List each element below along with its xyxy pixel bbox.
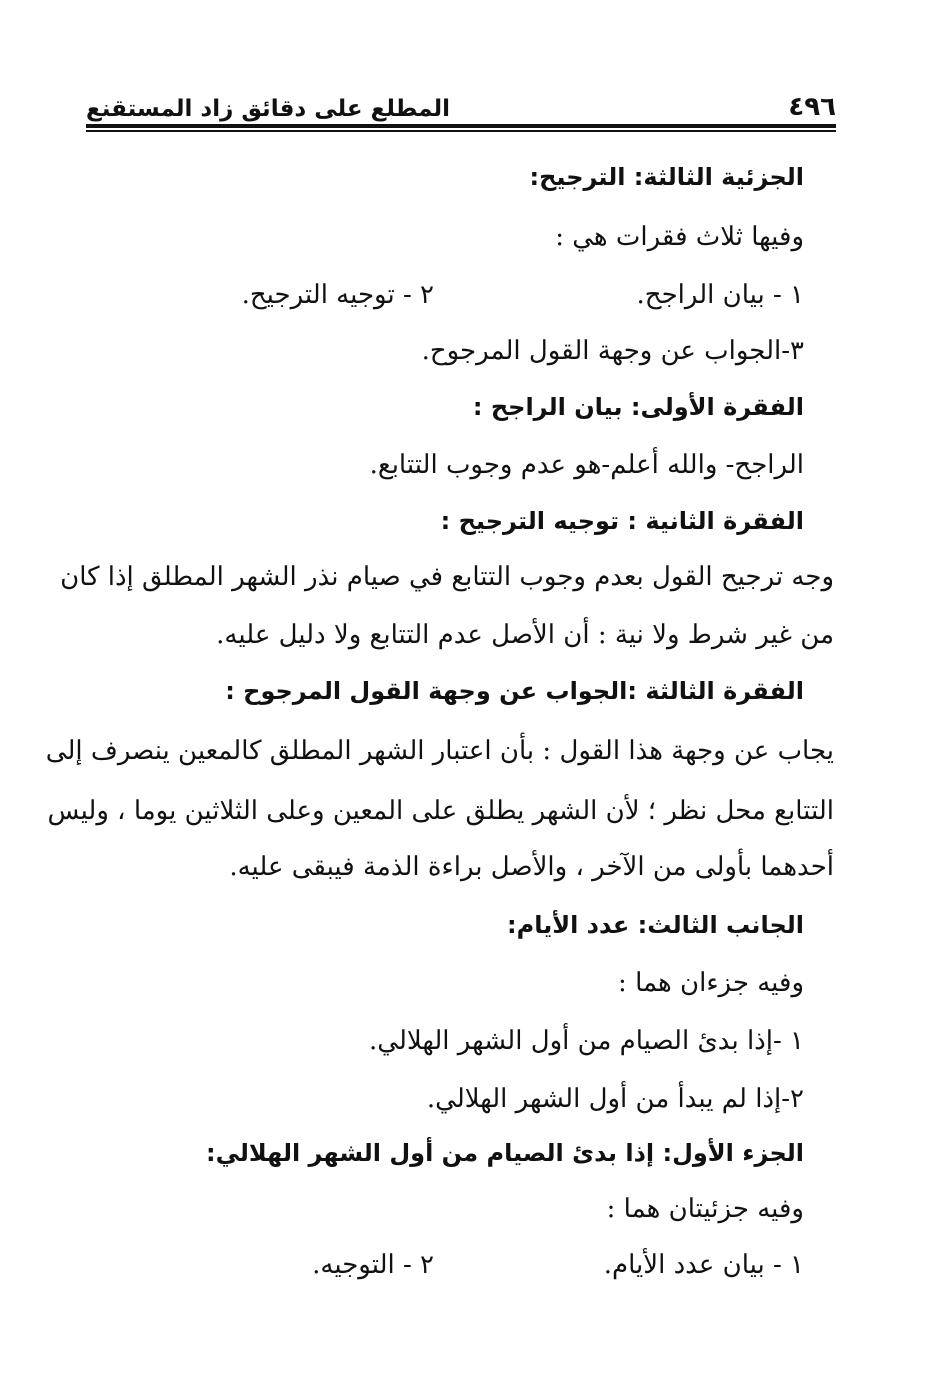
paragraph-line: وجه ترجيح القول بعدم وجوب التتابع في صيام نذر الشهر المطلق إذا كان [60,562,834,592]
subsection-heading: الفقرة الأولى: بيان الراجح : [472,393,804,421]
list-item: ٢ - التوجيه. [312,1250,434,1280]
subsection-heading: الجزء الأول: إذا بدئ الصيام من أول الشهر الهلالي: [206,1139,804,1167]
paragraph-line: وفيه جزئيتان هما : [606,1194,804,1224]
paragraph-line: وفيها ثلاث فقرات هي : [555,222,804,252]
list-item: ٢ - توجيه الترجيح. [241,280,434,310]
section-heading-days: الجانب الثالث: عدد الأيام: [507,911,804,939]
header-rule-thin [86,130,836,132]
paragraph-line: التتابع محل نظر ؛ لأن الشهر يطلق على المعين وعلى الثلاثين يوما ، وليس [47,796,834,826]
paragraph-line: يجاب عن وجهة هذا القول : بأن اعتبار الشهر المطلق كالمعين ينصرف إلى [45,736,834,766]
page-header [86,78,836,122]
list-item: ١ -إذا بدئ الصيام من أول الشهر الهلالي. [369,1026,804,1056]
section-heading-tarjih: الجزئية الثالثة: الترجيح: [529,163,804,191]
paragraph-line: أحدهما بأولى من الآخر ، والأصل براءة الذمة فيبقى عليه. [229,852,834,882]
header-rule-thick [86,124,836,128]
two-column-list [86,270,804,320]
running-title: المطلع على دقائق زاد المستقنع [86,96,451,122]
paragraph-line: وفيه جزءان هما : [618,968,804,998]
subsection-heading: الفقرة الثانية : توجيه الترجيح : [440,507,804,535]
list-item: ١ - بيان عدد الأيام. [603,1250,804,1280]
paragraph-line: الراجح- والله أعلم-هو عدم وجوب التتابع. [369,450,804,480]
list-item: ١ - بيان الراجح. [636,280,804,310]
paragraph-line: من غير شرط ولا نية : أن الأصل عدم التتابع ولا دليل عليه. [216,620,834,650]
two-column-list [86,1240,804,1290]
list-item: ٣-الجواب عن وجهة القول المرجوح. [421,336,804,366]
subsection-heading: الفقرة الثالثة :الجواب عن وجهة القول المرجوح : [225,677,804,705]
list-item: ٢-إذا لم يبدأ من أول الشهر الهلالي. [426,1084,804,1114]
page-number: ٤٩٦ [788,92,836,122]
